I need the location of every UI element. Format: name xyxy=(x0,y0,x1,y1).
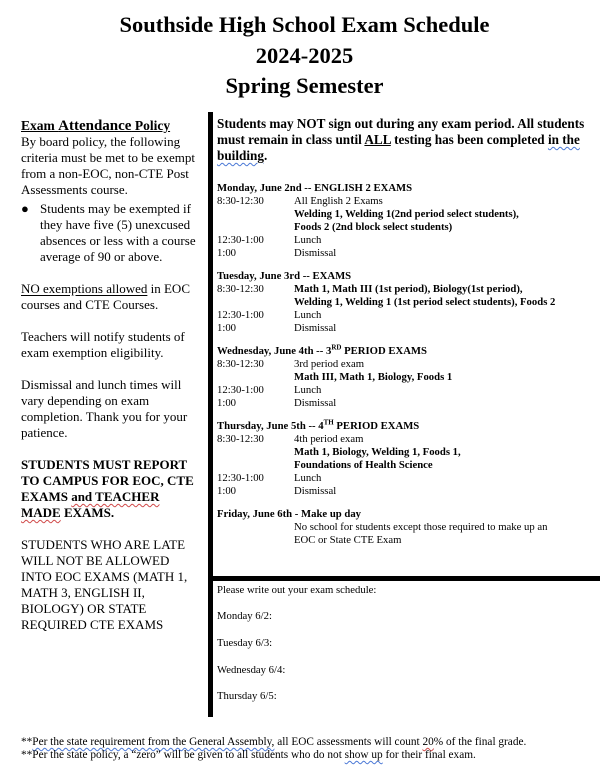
school-year: 2024-2025 xyxy=(255,43,354,68)
bullet-text: Students may be exempted if they have five (5) unexcused absences or less with a course average of 90 or above. xyxy=(40,201,196,264)
day-title: Wednesday, June 4th -- 3 xyxy=(217,345,332,357)
footnote-text: 20 xyxy=(422,736,434,748)
dismissal-note: Dismissal and lunch times will vary depending on exam completion. Thank you for your patience. xyxy=(21,377,188,440)
late-students-note: STUDENTS WHO ARE LATE WILL NOT BE ALLOWED INTO EOC EXAMS (MATH 1, MATH 3, ENGLISH II, BIOLOGY) OR STATE REQUIRED CTE EXAMS xyxy=(21,537,188,632)
activity: Dismissal xyxy=(294,485,337,497)
worksheet-prompt: Please write out your exam schedule: xyxy=(217,584,377,596)
activity: 4th period exam xyxy=(294,433,364,445)
footnote-text: for their final exam. xyxy=(382,749,476,761)
schedule-row xyxy=(217,384,602,397)
time: 1:00 xyxy=(217,247,237,259)
schedule-row xyxy=(217,472,602,485)
policy-intro: By board policy, the following criteria must be met to be exempt from a non-EOC, non-CTE Post Assessments course. xyxy=(21,134,195,197)
footnote-text: ** xyxy=(21,736,33,748)
worksheet-thursday: Thursday 6/5: xyxy=(217,690,277,702)
report-to-campus-note xyxy=(21,457,201,521)
activity: Dismissal xyxy=(294,322,337,334)
notice-text: testing has been completed xyxy=(390,132,548,147)
policy-heading-part: Attendance xyxy=(58,118,132,134)
exam-list: Welding 1, Welding 1(2nd period select students), xyxy=(294,208,519,220)
activity: Dismissal xyxy=(294,247,337,259)
schedule-row xyxy=(217,397,602,410)
report-text: and xyxy=(71,489,93,504)
policy-column xyxy=(21,118,201,633)
schedule-row xyxy=(217,485,602,498)
time: 12:30-1:00 xyxy=(217,384,264,396)
time: 1:00 xyxy=(217,397,237,409)
schedule-row xyxy=(217,195,602,208)
activity: All English 2 Exams xyxy=(294,195,383,207)
notice-text: Students may NOT sign out during any exam period. All students must remain in class until xyxy=(217,116,585,147)
day-title: PERIOD EXAMS xyxy=(333,420,420,432)
schedule-row xyxy=(217,283,602,296)
activity: Lunch xyxy=(294,309,322,321)
schedule-row xyxy=(217,309,602,322)
semester-title: Spring Semester xyxy=(225,73,384,98)
activity: Dismissal xyxy=(294,397,337,409)
policy-heading-part: Exam xyxy=(21,118,59,133)
exemptions-emphasis: NO exemptions allowed xyxy=(21,281,148,296)
exam-schedule xyxy=(217,182,602,547)
exam-list: Math III, Math 1, Biology, Foods 1 xyxy=(294,371,453,383)
exemptions-text: in EOC courses and CTE Courses. xyxy=(21,281,190,312)
thursday-header xyxy=(217,420,602,433)
policy-heading-part: Policy xyxy=(131,118,171,133)
schedule-row xyxy=(217,433,602,446)
footnote-text: show up xyxy=(344,749,383,761)
time: 1:00 xyxy=(217,485,237,497)
time: 12:30-1:00 xyxy=(217,472,264,484)
time: 8:30-12:30 xyxy=(217,195,264,207)
sign-out-notice xyxy=(217,116,602,164)
makeup-note: EOC or State CTE Exam xyxy=(294,534,402,546)
policy-bullet xyxy=(21,201,201,265)
time: 8:30-12:30 xyxy=(217,283,264,295)
activity: Lunch xyxy=(294,384,322,396)
day-title: PERIOD EXAMS xyxy=(341,345,427,357)
footnote-eoc-weight xyxy=(21,736,526,749)
worksheet-wednesday: Wednesday 6/4: xyxy=(217,664,286,676)
makeup-note: No school for students except those required to make up an xyxy=(294,521,548,533)
exam-list: Foundations of Health Science xyxy=(294,459,433,471)
schedule-row xyxy=(217,234,602,247)
exam-list: Math 1, Biology, Welding 1, Foods 1, xyxy=(294,446,461,458)
monday-header: Monday, June 2nd -- ENGLISH 2 EXAMS xyxy=(217,182,413,194)
schedule-row xyxy=(217,247,602,260)
report-text: TEACHER MADE xyxy=(21,489,160,520)
worksheet-monday: Monday 6/2: xyxy=(217,610,272,622)
time: 12:30-1:00 xyxy=(217,309,264,321)
worksheet-tuesday: Tuesday 6/3: xyxy=(217,637,273,649)
vertical-divider xyxy=(208,112,213,717)
schedule-row xyxy=(217,358,602,371)
schedule-column xyxy=(217,116,602,547)
wednesday-header xyxy=(217,345,602,358)
notice-text: . xyxy=(263,148,268,163)
report-text: EXAMS. xyxy=(60,505,115,520)
footnote-text: **Per the state policy, a “zero” will be given to all students who do not xyxy=(21,749,345,761)
activity: Math 1, Math III (1st period), Biology(1st period), xyxy=(294,283,523,295)
time: 12:30-1:00 xyxy=(217,234,264,246)
policy-heading xyxy=(21,118,201,134)
footnote-text: Per the state requirement from the General Assembly, xyxy=(32,736,275,748)
page-title: Southside High School Exam Schedule xyxy=(119,12,490,37)
activity: Lunch xyxy=(294,472,322,484)
tuesday-header: Tuesday, June 3rd -- EXAMS xyxy=(217,270,352,282)
time: 8:30-12:30 xyxy=(217,358,264,370)
friday-header: Friday, June 6th - Make up day xyxy=(217,508,362,520)
notice-text: ALL xyxy=(364,132,391,147)
bullet-icon: ● xyxy=(21,201,29,216)
footnote-zero-policy xyxy=(21,749,476,762)
activity: Lunch xyxy=(294,234,322,246)
notice-text: in the building xyxy=(217,132,580,163)
day-title: Thursday, June 5th -- 4 xyxy=(217,420,324,432)
exam-list: Foods 2 (2nd block select students) xyxy=(294,221,453,233)
ordinal-suffix: TH xyxy=(323,418,334,427)
horizontal-divider xyxy=(208,576,600,581)
exemptions-note xyxy=(21,281,201,313)
exam-list: Welding 1, Welding 1 (1st period select students), Foods 2 xyxy=(294,296,556,308)
footnote-text: % of the final grade. xyxy=(433,736,527,748)
teacher-notify-note: Teachers will notify students of exam exemption eligibility. xyxy=(21,329,185,360)
ordinal-suffix: RD xyxy=(331,343,342,352)
activity: 3rd period exam xyxy=(294,358,365,370)
time: 8:30-12:30 xyxy=(217,433,264,445)
footnote-text: all EOC assessments will count xyxy=(274,736,423,748)
time: 1:00 xyxy=(217,322,237,334)
report-text: STUDENTS MUST REPORT TO CAMPUS FOR EOC, CTE EXAMS xyxy=(21,457,194,504)
schedule-row xyxy=(217,322,602,335)
